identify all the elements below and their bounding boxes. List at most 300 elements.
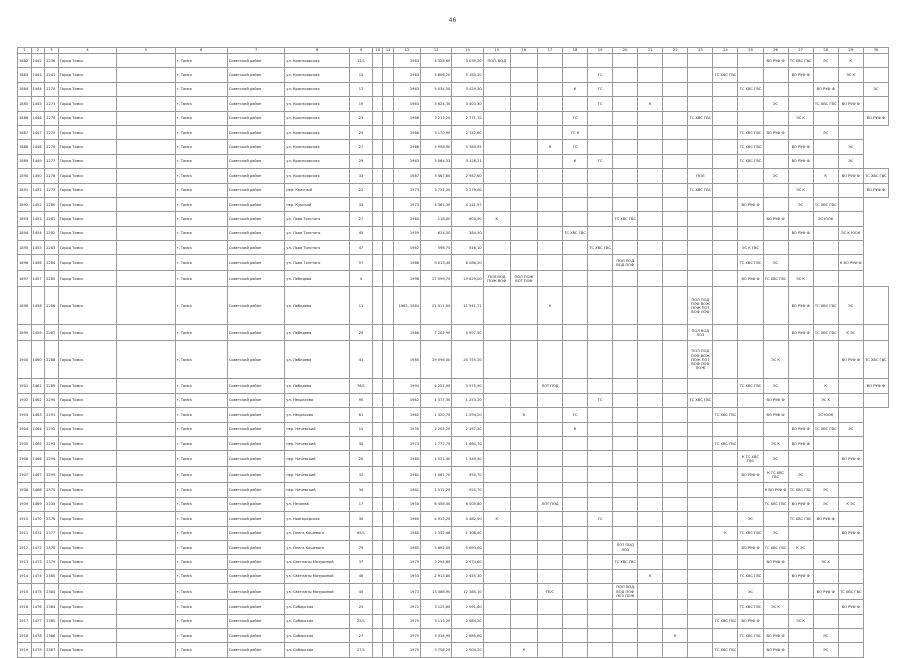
table-cell: 3 758,20 <box>421 643 452 657</box>
table-cell: Советский район <box>227 255 284 271</box>
table-cell: 2285 <box>45 271 59 287</box>
table-cell <box>863 325 888 341</box>
table-cell <box>838 643 863 657</box>
table-cell <box>663 393 688 407</box>
table-cell <box>613 154 638 168</box>
table-cell <box>510 584 537 600</box>
table-cell <box>663 467 688 483</box>
table-cell: ТС ХВС ГВС <box>763 271 788 287</box>
table-cell <box>738 341 763 379</box>
table-cell <box>483 584 510 600</box>
table-cell: ВО РУФ Ф <box>813 512 838 526</box>
table-cell <box>763 111 788 125</box>
table-cell: 1962 <box>393 241 420 255</box>
table-cell: 1468 <box>31 483 45 497</box>
table-cell: ЭС <box>813 483 838 497</box>
table-cell <box>510 97 537 111</box>
table-row <box>18 584 889 600</box>
table-cell <box>537 255 562 271</box>
table-cell: 1986 <box>393 255 420 271</box>
table-cell: ул. Сибирская <box>285 614 350 628</box>
table-cell <box>483 451 510 467</box>
table-cell: 1905 <box>18 437 32 451</box>
table-cell: пер. Нечевский <box>285 437 350 451</box>
table-cell <box>563 212 588 226</box>
table-cell: ЭС К <box>763 600 788 614</box>
table-cell: Советский район <box>227 512 284 526</box>
table-cell: 624,30 <box>421 226 452 240</box>
table-cell <box>563 325 588 341</box>
table-row <box>18 341 889 379</box>
table-cell: Город Томск <box>58 540 116 554</box>
table-cell <box>738 68 763 82</box>
table-cell: пер. Нечевский <box>285 451 350 467</box>
table-cell <box>483 483 510 497</box>
table-cell <box>788 255 813 271</box>
table-cell: 384,50 <box>452 226 483 240</box>
table-cell <box>863 54 888 68</box>
table-cell: г. Томск <box>175 422 227 436</box>
table-cell: 37 <box>350 555 373 569</box>
table-cell: Город Томск <box>58 241 116 255</box>
table-cell: 1475 <box>31 584 45 600</box>
table-cell: 6 456,30 <box>421 497 452 511</box>
table-row <box>18 600 889 614</box>
table-cell: К ВО РУФ Ф <box>838 255 863 271</box>
table-row <box>18 241 889 255</box>
table-cell: ЭС ЮОК <box>813 408 838 422</box>
table-row <box>18 628 889 642</box>
table-cell: ТС ХВС ГВС <box>738 125 763 139</box>
table-cell <box>117 437 175 451</box>
table-cell: 33 <box>350 169 373 183</box>
table-cell <box>373 540 383 554</box>
table-row <box>18 379 889 393</box>
table-row <box>18 125 889 139</box>
table-cell <box>713 287 738 325</box>
table-cell: 1 308,40 <box>452 526 483 540</box>
table-cell: 1458 <box>31 287 45 325</box>
table-cell <box>763 241 788 255</box>
table-cell <box>537 183 562 197</box>
table-cell <box>483 154 510 168</box>
table-cell <box>483 643 510 657</box>
table-cell: 17 <box>350 497 373 511</box>
table-cell: 19 <box>350 97 373 111</box>
table-cell <box>117 212 175 226</box>
table-cell: ГС <box>588 97 613 111</box>
table-cell: г. Томск <box>175 408 227 422</box>
table-cell: 1985 <box>393 526 420 540</box>
table-cell <box>383 569 393 583</box>
table-cell <box>117 226 175 240</box>
table-cell: 1908 <box>18 483 32 497</box>
table-cell <box>638 643 663 657</box>
table-cell: К ЭС <box>788 540 813 554</box>
table-cell <box>663 255 688 271</box>
table-cell <box>713 555 738 569</box>
table-cell <box>537 467 562 483</box>
table-cell: ТС ХВС ГВС <box>863 169 888 183</box>
table-cell <box>713 467 738 483</box>
table-cell: 1451 <box>31 183 45 197</box>
table-cell <box>738 287 763 325</box>
table-cell <box>638 111 663 125</box>
table-cell: Город Томск <box>58 451 116 467</box>
table-cell: Советский район <box>227 526 284 540</box>
table-cell: ул. Некрасова <box>285 393 350 407</box>
table-cell <box>738 97 763 111</box>
table-cell <box>813 614 838 628</box>
table-cell: ТС ХВС ГВС <box>863 341 888 379</box>
table-cell: К <box>638 97 663 111</box>
table-cell <box>117 408 175 422</box>
table-cell: Советский район <box>227 111 284 125</box>
table-cell <box>638 437 663 451</box>
table-cell <box>688 526 713 540</box>
table-cell: 2275 <box>45 125 59 139</box>
table-cell: ВО РУФ Ф <box>788 437 813 451</box>
table-cell <box>537 451 562 467</box>
table-cell <box>788 125 813 139</box>
table-cell: 45 <box>350 226 373 240</box>
table-cell: г. Томск <box>175 212 227 226</box>
table-cell: К <box>563 422 588 436</box>
table-cell <box>838 437 863 451</box>
table-cell: ВО РУФ Ф <box>763 643 788 657</box>
table-cell: г. Томск <box>175 451 227 467</box>
table-cell: ПОЛ ПОД ВОД ПОФ ЛОЗ ЛОЖ <box>613 584 638 600</box>
table-cell: Город Томск <box>58 483 116 497</box>
table-cell <box>638 614 663 628</box>
table-cell <box>537 154 562 168</box>
table-cell <box>383 600 393 614</box>
table-cell <box>563 341 588 379</box>
table-cell <box>510 197 537 211</box>
table-cell: 17 <box>350 82 373 96</box>
table-cell: 12 385,10 <box>452 584 483 600</box>
table-cell <box>638 226 663 240</box>
table-cell: 1962 <box>393 408 420 422</box>
table-cell <box>763 422 788 436</box>
table-cell <box>613 437 638 451</box>
table-cell <box>483 614 510 628</box>
table-cell <box>688 271 713 287</box>
table-cell: г. Томск <box>175 226 227 240</box>
table-cell: Советский район <box>227 241 284 255</box>
table-cell <box>863 393 888 407</box>
table-cell <box>537 125 562 139</box>
table-cell <box>483 422 510 436</box>
table-cell <box>713 226 738 240</box>
table-cell: Город Томск <box>58 393 116 407</box>
table-cell: ТС ХВС ГВС <box>813 97 838 111</box>
table-cell: г. Томск <box>175 140 227 154</box>
table-cell <box>838 614 863 628</box>
table-cell: 1917 <box>18 614 32 628</box>
table-cell: 2380 <box>45 569 59 583</box>
table-cell <box>563 287 588 325</box>
table-row <box>18 569 889 583</box>
table-cell <box>373 169 383 183</box>
table-cell: ЭС <box>738 512 763 526</box>
table-cell: 1975 <box>393 643 420 657</box>
table-cell <box>638 512 663 526</box>
table-cell: ВО РУФ Ф <box>788 140 813 154</box>
table-cell <box>638 212 663 226</box>
table-cell: 2378 <box>45 540 59 554</box>
table-cell: Город Томск <box>58 82 116 96</box>
table-cell <box>688 226 713 240</box>
table-cell: 1973 <box>393 584 420 600</box>
table-cell: 1935 <box>393 422 420 436</box>
table-cell <box>117 540 175 554</box>
table-cell: 2295 <box>45 467 59 483</box>
table-cell: 2274 <box>45 111 59 125</box>
table-cell <box>788 341 813 379</box>
table-cell <box>663 600 688 614</box>
table-cell: К <box>483 512 510 526</box>
table-cell: ул. Лебедева <box>285 271 350 287</box>
table-cell <box>537 325 562 341</box>
table-cell <box>788 169 813 183</box>
table-cell: ВО РУФ Ф <box>738 467 763 483</box>
table-cell: 2290 <box>45 393 59 407</box>
table-cell: 30 <box>350 437 373 451</box>
table-cell <box>813 111 838 125</box>
table-row <box>18 555 889 569</box>
table-cell <box>588 271 613 287</box>
table-cell <box>383 197 393 211</box>
table-cell <box>613 197 638 211</box>
table-cell <box>838 82 863 96</box>
table-cell <box>638 82 663 96</box>
table-cell <box>383 97 393 111</box>
table-cell <box>537 600 562 614</box>
table-cell <box>838 197 863 211</box>
table-cell: 1961 <box>393 483 420 497</box>
table-cell: 2286 <box>45 287 59 325</box>
table-row <box>18 271 889 287</box>
table-cell <box>663 379 688 393</box>
table-cell <box>613 643 638 657</box>
table-row <box>18 422 889 436</box>
table-cell <box>688 54 713 68</box>
table-cell: г. Томск <box>175 125 227 139</box>
table-cell <box>563 540 588 554</box>
table-cell: ПОЛ ПОЖ ВОТ ПОФ <box>510 271 537 287</box>
table-cell <box>373 451 383 467</box>
table-cell: К ВО РУФ Ф <box>763 483 788 497</box>
column-number: 22 <box>663 48 688 54</box>
table-cell <box>738 169 763 183</box>
table-cell: ТС ХВС ГВС <box>738 569 763 583</box>
table-cell <box>713 512 738 526</box>
table-cell <box>613 408 638 422</box>
table-cell: ВО РУФ Ф <box>763 628 788 642</box>
table-cell <box>483 341 510 379</box>
table-cell <box>813 526 838 540</box>
table-cell: Город Томск <box>58 408 116 422</box>
table-cell: 546,10 <box>452 241 483 255</box>
table-cell <box>713 584 738 600</box>
table-cell <box>383 614 393 628</box>
table-cell <box>613 97 638 111</box>
table-cell <box>510 526 537 540</box>
table-cell <box>713 271 738 287</box>
table-cell: пер. Нечевский <box>285 483 350 497</box>
page-number: 46 <box>448 17 457 24</box>
table-row <box>18 393 889 407</box>
table-cell: ТС ХВС ГВС <box>688 183 713 197</box>
column-number: 25 <box>738 48 763 54</box>
table-cell: 1960 <box>393 212 420 226</box>
table-cell <box>663 614 688 628</box>
table-cell <box>117 197 175 211</box>
table-cell: ТС ХВС ГВС <box>788 54 813 68</box>
table-cell: Город Томск <box>58 497 116 511</box>
table-cell <box>483 197 510 211</box>
table-cell: Город Томск <box>58 54 116 68</box>
table-cell <box>373 82 383 96</box>
table-cell <box>638 183 663 197</box>
table-cell <box>510 241 537 255</box>
table-cell: ЭС <box>763 255 788 271</box>
table-cell <box>383 643 393 657</box>
table-cell: 4 251,90 <box>421 379 452 393</box>
table-cell <box>588 197 613 211</box>
table-cell: 1910 <box>18 512 32 526</box>
table-cell <box>537 271 562 287</box>
table-cell: ТС ХВС ГВС <box>763 497 788 511</box>
table-cell: 603,50 <box>452 212 483 226</box>
table-cell: 598,70 <box>421 241 452 255</box>
table-cell: 1966 <box>393 140 420 154</box>
table-cell: ул. Новгородская <box>285 512 350 526</box>
column-number: 20 <box>613 48 638 54</box>
table-cell <box>373 125 383 139</box>
table-cell: г. Томск <box>175 555 227 569</box>
table-cell: 5 693,00 <box>452 540 483 554</box>
table-cell: 1464 <box>31 422 45 436</box>
table-cell <box>688 512 713 526</box>
table-cell: 2287 <box>45 325 59 341</box>
table-cell <box>117 643 175 657</box>
table-cell: г. Томск <box>175 82 227 96</box>
column-number: 6 <box>175 48 227 54</box>
table-cell: Советский район <box>227 97 284 111</box>
table-cell <box>638 125 663 139</box>
table-cell: 1902 <box>18 393 32 407</box>
table-cell <box>588 526 613 540</box>
table-cell: 1473 <box>31 555 45 569</box>
table-cell <box>383 125 393 139</box>
table-cell <box>738 497 763 511</box>
table-cell <box>588 54 613 68</box>
table-cell: К ЭС <box>838 497 863 511</box>
table-cell: 1447 <box>31 125 45 139</box>
table-row <box>18 140 889 154</box>
table-cell: 1 772,70 <box>421 437 452 451</box>
table-cell <box>788 643 813 657</box>
table-cell <box>383 341 393 379</box>
table-cell <box>638 451 663 467</box>
table-cell <box>537 526 562 540</box>
table-cell <box>838 555 863 569</box>
table-cell: 32 <box>350 467 373 483</box>
table-cell: Советский район <box>227 497 284 511</box>
table-cell <box>510 255 537 271</box>
table-cell: ТС ХВС ГВС <box>738 140 763 154</box>
table-cell: 1455 <box>31 241 45 255</box>
table-cell: Советский район <box>227 569 284 583</box>
table-cell <box>588 169 613 183</box>
table-cell <box>588 584 613 600</box>
column-number: 5 <box>117 48 175 54</box>
table-cell <box>638 600 663 614</box>
table-cell: 47 <box>350 241 373 255</box>
table-cell <box>663 241 688 255</box>
table-cell: ТС ХВС ГВС <box>813 197 838 211</box>
table-cell <box>638 483 663 497</box>
table-cell <box>588 125 613 139</box>
table-cell <box>813 341 838 379</box>
table-cell: ул. Красноярская <box>285 97 350 111</box>
table-cell: 1470 <box>31 512 45 526</box>
table-cell <box>563 526 588 540</box>
table-cell: 11/1 <box>350 54 373 68</box>
table-cell: 1953 <box>393 569 420 583</box>
table-cell <box>383 408 393 422</box>
table-cell <box>588 379 613 393</box>
table-cell: 2294 <box>45 451 59 467</box>
table-cell: 3 564,33 <box>421 154 452 168</box>
table-cell <box>688 643 713 657</box>
table-cell: 3 732,30 <box>421 183 452 197</box>
table-cell <box>713 97 738 111</box>
table-cell <box>117 614 175 628</box>
table-cell <box>588 437 613 451</box>
table-cell <box>863 97 888 111</box>
table-cell <box>813 183 838 197</box>
table-cell <box>763 68 788 82</box>
table-cell <box>373 422 383 436</box>
table-cell: Советский район <box>227 169 284 183</box>
table-cell <box>613 226 638 240</box>
table-cell: ВО РУФ Ф <box>788 68 813 82</box>
table-cell <box>117 325 175 341</box>
table-cell: 1985 <box>393 540 420 554</box>
table-cell: 1462 <box>31 393 45 407</box>
table-cell: Советский район <box>227 437 284 451</box>
table-cell <box>383 140 393 154</box>
table-cell <box>373 226 383 240</box>
table-cell: 2293 <box>45 437 59 451</box>
table-cell <box>373 643 383 657</box>
table-cell <box>588 183 613 197</box>
table-cell: 19 829,00 <box>452 271 483 287</box>
table-cell <box>563 68 588 82</box>
table-cell <box>510 422 537 436</box>
table-cell: Город Томск <box>58 437 116 451</box>
table-cell: 1 449,40 <box>452 451 483 467</box>
table-cell: ул. Красноярская <box>285 169 350 183</box>
table-cell: 61 <box>350 408 373 422</box>
table-cell: г. Томск <box>175 271 227 287</box>
table-cell <box>510 154 537 168</box>
column-number: 23 <box>688 48 713 54</box>
table-cell <box>117 341 175 379</box>
